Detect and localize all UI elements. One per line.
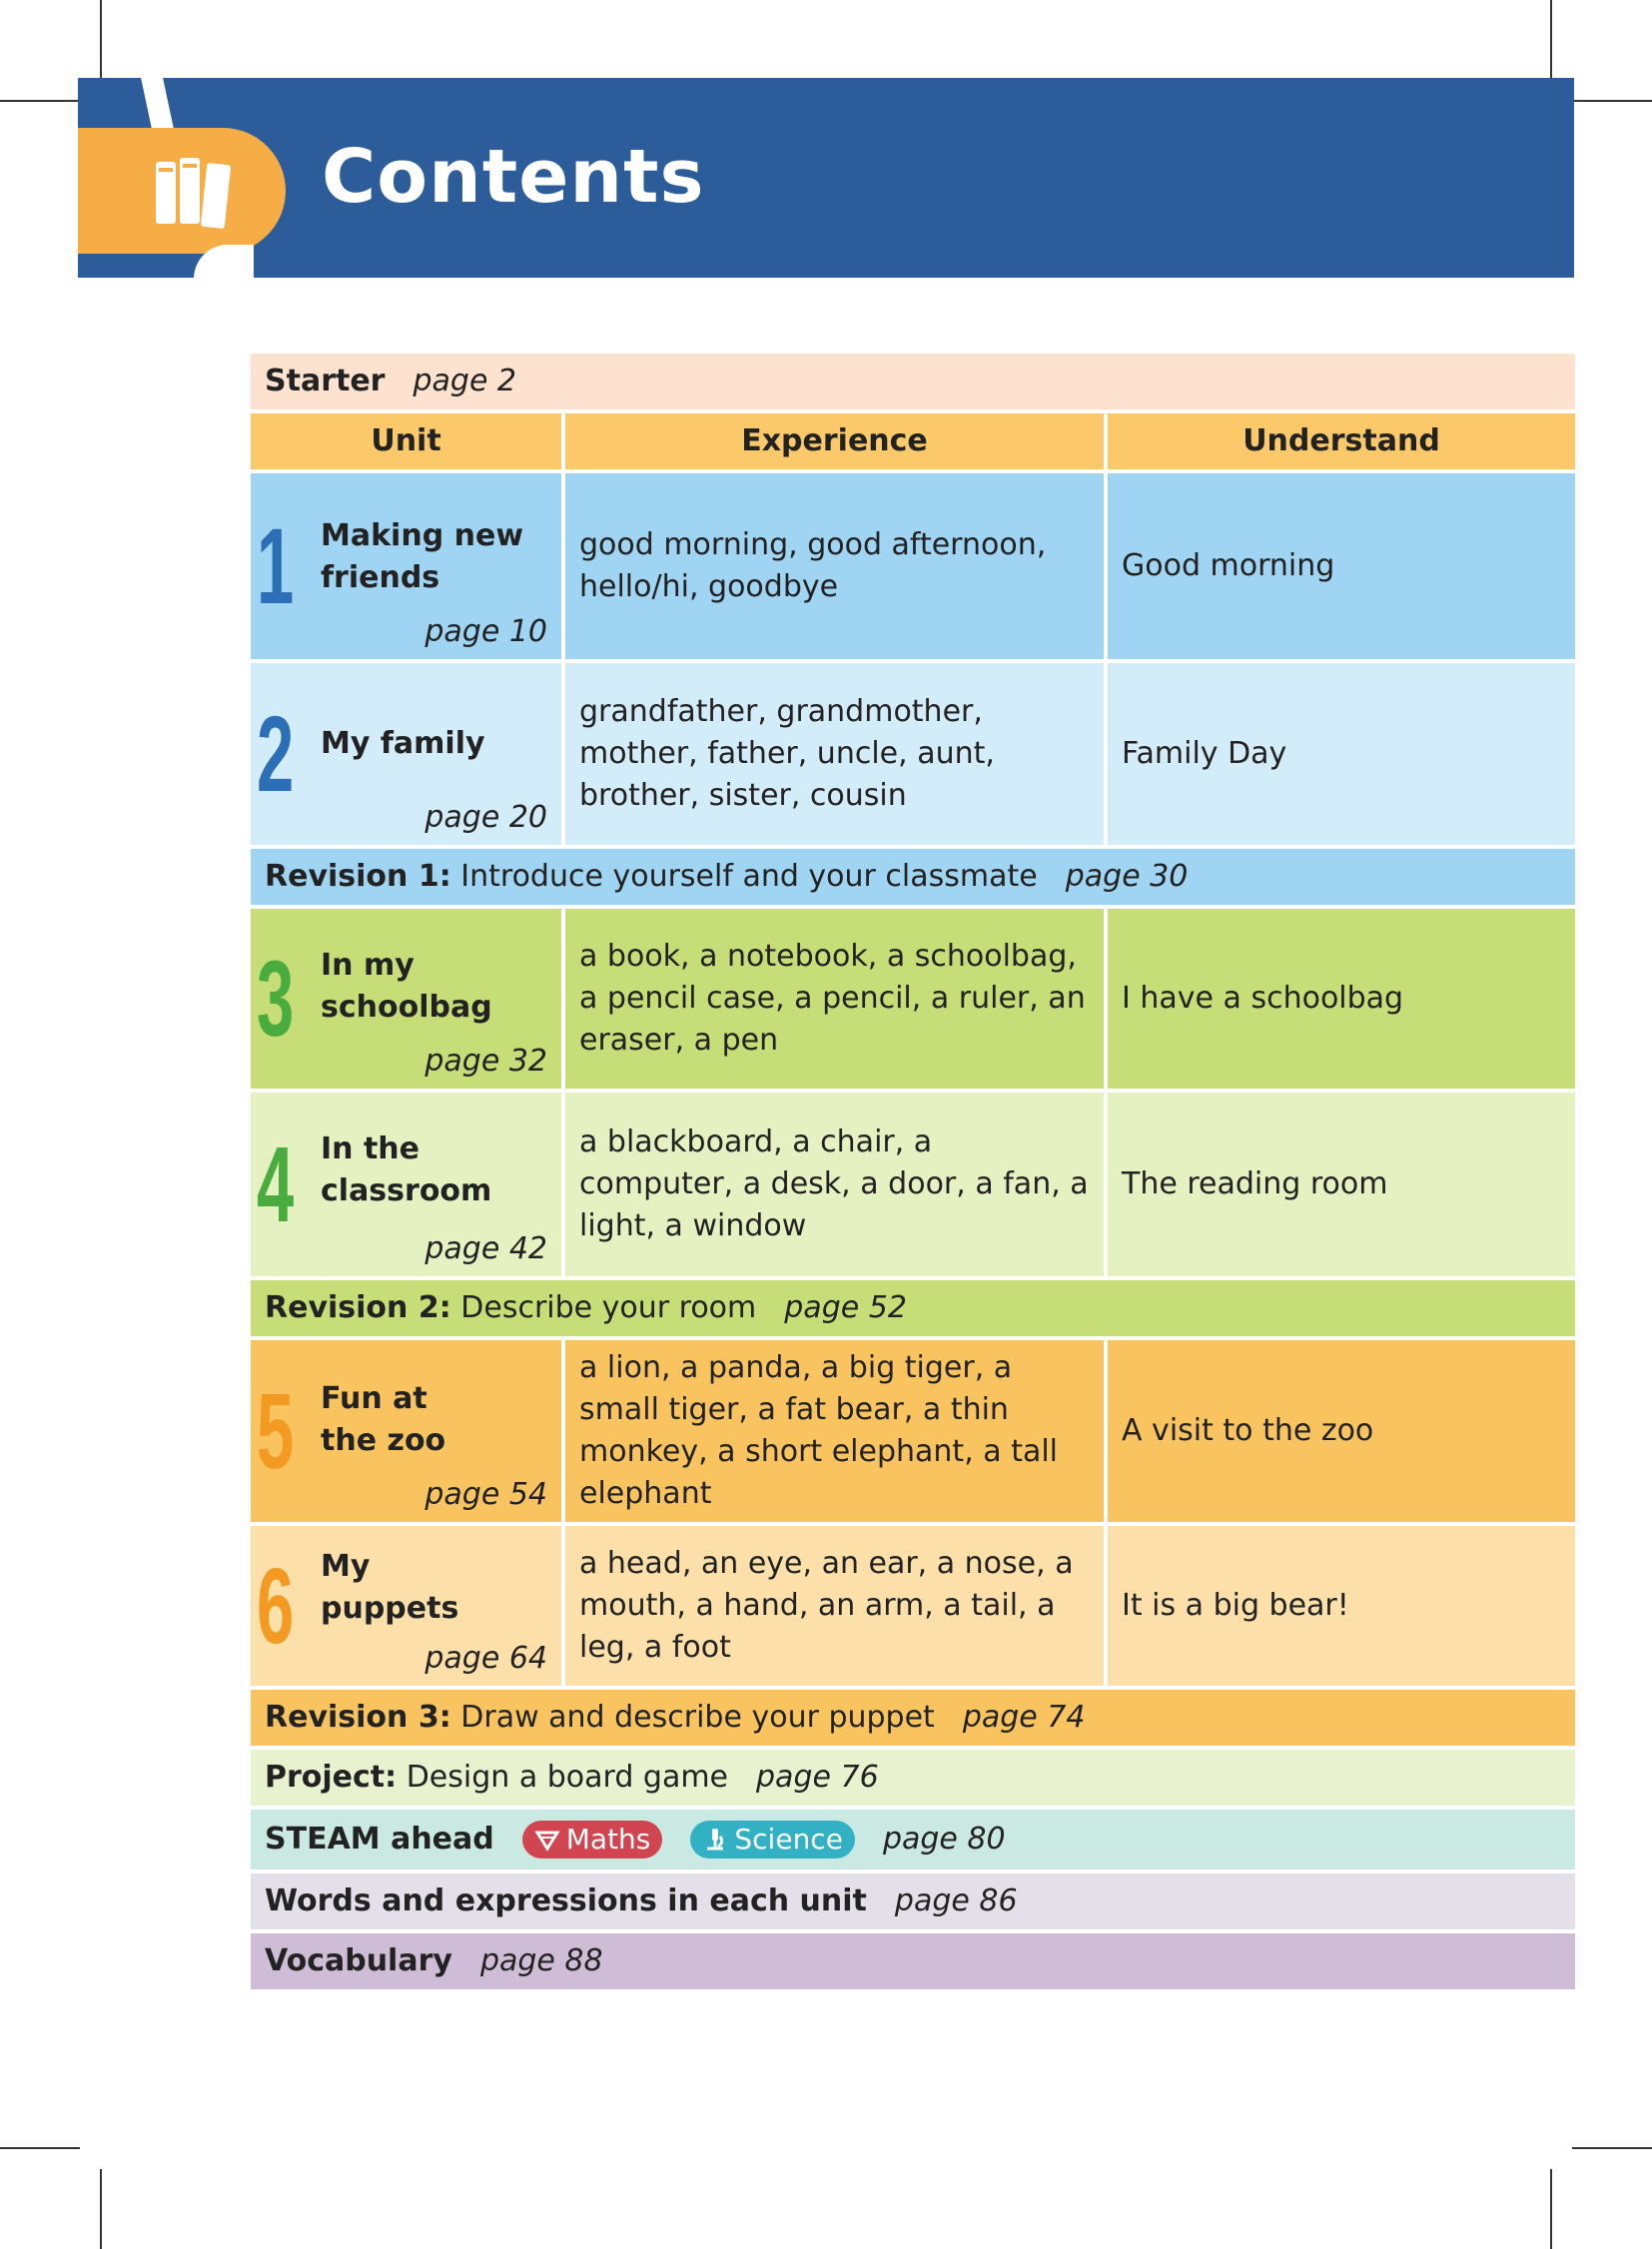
unit-understand: A visit to the zoo [1108, 1340, 1575, 1522]
unit-experience: good morning, good afternoon, hello/hi, goodbye [565, 473, 1104, 659]
unit-experience: a book, a notebook, a schoolbag, a pencil case, a pencil, a ruler, an eraser, a pen [565, 909, 1104, 1089]
unit-row-2[interactable] [251, 663, 1575, 845]
project-text: Design a board game [406, 1760, 729, 1795]
unit-understand: Family Day [1108, 663, 1575, 845]
maths-icon [534, 1827, 560, 1853]
vocabulary-row[interactable] [251, 1933, 1575, 1989]
unit-number: 6 [257, 1545, 295, 1666]
contents-table [251, 354, 1575, 1993]
unit-number: 5 [257, 1370, 295, 1491]
books-icon [150, 148, 238, 236]
project-page: page 76 [756, 1760, 879, 1795]
revision-label: Revision 2: [265, 1290, 451, 1325]
revision-page: page 30 [1065, 859, 1189, 894]
unit-page: page 54 [424, 1477, 547, 1512]
microscope-icon [702, 1827, 728, 1853]
unit-title: My family [321, 726, 485, 761]
page-title: Contents [322, 134, 705, 220]
words-label: Words and expressions in each unit [265, 1883, 867, 1918]
revision-page: page 74 [962, 1700, 1086, 1735]
vocabulary-page: page 88 [479, 1943, 603, 1978]
revision-text: Describe your room [460, 1290, 757, 1325]
crop-mark [0, 2147, 80, 2149]
unit-experience: a blackboard, a chair, a computer, a desk, a door, a fan, a light, a window [565, 1093, 1104, 1276]
crop-mark [1572, 2147, 1652, 2149]
crop-mark [100, 0, 102, 80]
maths-badge-label: Maths [565, 1823, 651, 1856]
unit-number: 3 [257, 938, 295, 1059]
unit-understand: Good morning [1108, 473, 1575, 659]
revision-page: page 52 [784, 1290, 907, 1325]
unit-experience: a lion, a panda, a big tiger, a small tiger, a fat bear, a thin monkey, a short elephant, a tall elephant [565, 1340, 1104, 1522]
words-row[interactable] [251, 1874, 1575, 1929]
unit-understand: It is a big bear! [1108, 1526, 1575, 1686]
vocabulary-label: Vocabulary [265, 1943, 452, 1978]
unit-title: In my schoolbag [321, 948, 492, 1025]
maths-badge [522, 1821, 663, 1859]
crop-mark [1550, 2169, 1552, 2249]
unit-page: page 20 [424, 800, 547, 835]
unit-number: 4 [257, 1124, 295, 1244]
science-badge [690, 1821, 855, 1859]
unit-row-6[interactable] [251, 1526, 1575, 1686]
unit-row-1[interactable] [251, 473, 1575, 659]
unit-page: page 10 [424, 614, 547, 649]
starter-row[interactable] [251, 354, 1575, 409]
unit-understand: I have a schoolbag [1108, 909, 1575, 1089]
column-header-experience: Experience [565, 413, 1104, 469]
unit-title: Fun at the zoo [321, 1381, 446, 1458]
crop-mark [1550, 0, 1552, 80]
revision-row-2[interactable] [251, 1280, 1575, 1336]
revision-label: Revision 1: [265, 859, 451, 894]
science-badge-label: Science [734, 1823, 843, 1856]
crop-mark [0, 100, 80, 102]
unit-page: page 42 [424, 1231, 547, 1266]
unit-number: 1 [257, 505, 295, 626]
unit-row-3[interactable] [251, 909, 1575, 1089]
unit-title: In the classroom [321, 1131, 492, 1208]
unit-page: page 64 [424, 1641, 547, 1676]
revision-text: Draw and describe your puppet [460, 1700, 935, 1735]
unit-row-5[interactable] [251, 1340, 1575, 1522]
crop-mark [1572, 100, 1652, 102]
unit-title: Making new friends [321, 518, 524, 595]
unit-row-4[interactable] [251, 1093, 1575, 1276]
steam-label: STEAM ahead [265, 1822, 494, 1857]
unit-understand: The reading room [1108, 1093, 1575, 1276]
crop-mark [100, 2169, 102, 2249]
unit-title: My puppets [321, 1549, 459, 1626]
starter-page: page 2 [413, 364, 517, 398]
revision-label: Revision 3: [265, 1700, 451, 1735]
steam-row[interactable] [251, 1810, 1575, 1870]
revision-text: Introduce yourself and your classmate [460, 859, 1038, 894]
header-band [78, 78, 1574, 278]
column-header-row [251, 413, 1575, 469]
project-row[interactable] [251, 1750, 1575, 1806]
starter-label: Starter [265, 364, 386, 398]
unit-experience: grandfather, grandmother, mother, father, uncle, aunt, brother, sister, cousin [565, 663, 1104, 845]
steam-page: page 80 [882, 1822, 1006, 1857]
words-page: page 86 [894, 1883, 1018, 1918]
revision-row-3[interactable] [251, 1690, 1575, 1746]
unit-experience: a head, an eye, an ear, a nose, a mouth, a hand, an arm, a tail, a leg, a foot [565, 1526, 1104, 1686]
column-header-understand: Understand [1108, 413, 1575, 469]
unit-page: page 32 [424, 1044, 547, 1079]
unit-number: 2 [257, 693, 295, 814]
project-label: Project: [265, 1760, 398, 1795]
column-header-unit: Unit [251, 413, 561, 469]
revision-row-1[interactable] [251, 849, 1575, 905]
